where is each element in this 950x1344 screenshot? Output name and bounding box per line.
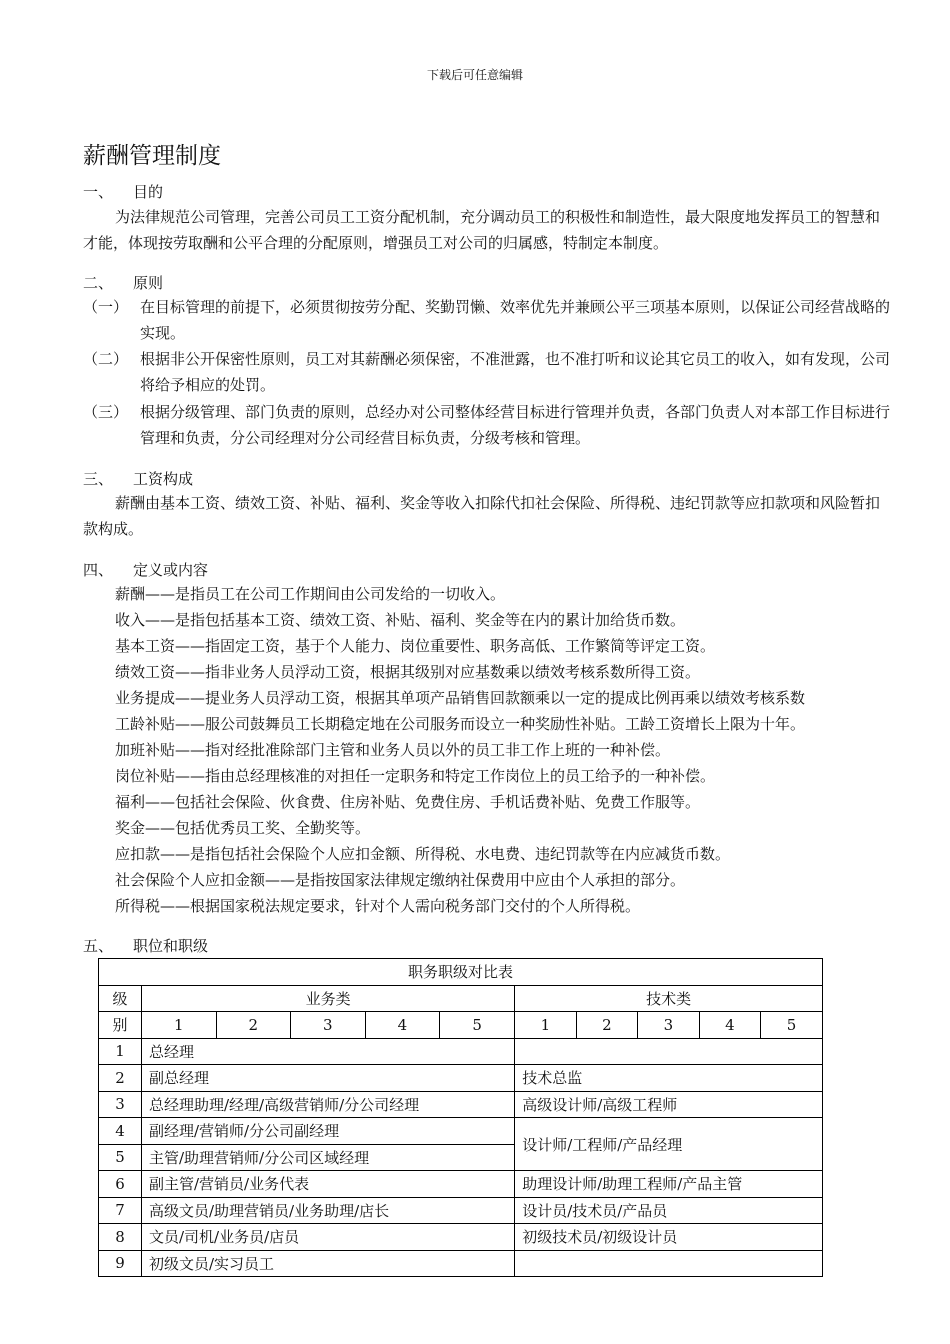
definition-line: 应扣款——是指包括社会保险个人应扣金额、所得税、水电费、违纪罚款等在内应减货币数。 xyxy=(115,845,731,863)
level-cell: 6 xyxy=(99,1171,142,1198)
sub-column-header: 2 xyxy=(576,1012,637,1039)
definition-line: 奖金——包括优秀员工奖、全勤奖等。 xyxy=(115,819,371,837)
tech-title-cell: 技术总监 xyxy=(515,1065,823,1092)
table-row xyxy=(99,1091,823,1118)
sub-column-header: 2 xyxy=(216,1012,291,1039)
level-cell: 3 xyxy=(99,1091,142,1118)
section-number: 五、 xyxy=(83,937,114,955)
definition-line: 所得税——根据国家税法规定要求，针对个人需向税务部门交付的个人所得税。 xyxy=(115,897,641,915)
grade-comparison-table xyxy=(98,958,823,1277)
item-text: 根据非公开保密性原则，员工对其薪酬必须保密，不准泄露，也不准打听和议论其它员工的收入，如有发现，公司将给予相应的处罚。 xyxy=(140,350,891,394)
table-subheader-row xyxy=(99,1012,823,1039)
table-row xyxy=(99,1250,823,1277)
level-header-top: 级 xyxy=(99,985,142,1012)
item-marker: （一） xyxy=(83,298,129,316)
definition-line: 收入——是指包括基本工资、绩效工资、补贴、福利、奖金等在内的累计加给货币数。 xyxy=(115,611,686,629)
section-number: 三、 xyxy=(83,470,114,488)
business-title-cell: 副主管/营销员/业务代表 xyxy=(142,1171,515,1198)
tech-group-header: 技术类 xyxy=(515,985,823,1012)
table-row xyxy=(99,1118,823,1145)
definition-line: 薪酬——是指员工在公司工作期间由公司发给的一切收入。 xyxy=(115,585,506,603)
item-marker: （二） xyxy=(83,350,129,368)
document-title: 薪酬管理制度 xyxy=(83,143,221,169)
section-number: 四、 xyxy=(83,561,114,579)
definition-line: 社会保险个人应扣金额——是指按国家法律规定缴纳社保费用中应由个人承担的部分。 xyxy=(115,871,686,889)
business-title-cell: 总经理助理/经理/高级营销师/分公司经理 xyxy=(142,1091,515,1118)
section-heading-purpose xyxy=(83,181,163,202)
tech-title-cell xyxy=(515,1038,823,1065)
section-title: 目的 xyxy=(133,183,164,201)
page-header: 下载后可任意编辑 xyxy=(426,68,523,82)
level-header-bottom: 别 xyxy=(99,1012,142,1039)
sub-column-header: 4 xyxy=(365,1012,440,1039)
tech-title-cell: 设计师/工程师/产品经理 xyxy=(515,1118,823,1171)
definition-line: 岗位补贴——指由总经理核准的对担任一定职务和特定工作岗位上的员工给予的一种补偿。 xyxy=(115,767,716,785)
table-row xyxy=(99,1224,823,1251)
paragraph-text: 薪酬由基本工资、绩效工资、补贴、福利、奖金等收入扣除代扣社会保险、所得税、违纪罚款等应扣款项和风险暂扣款构成。 xyxy=(83,494,881,538)
sub-column-header: 5 xyxy=(761,1012,823,1039)
business-group-header: 业务类 xyxy=(142,985,515,1012)
tech-title-cell: 设计员/技术员/产品员 xyxy=(515,1197,823,1224)
section-paragraph xyxy=(83,204,888,256)
table-row xyxy=(99,1038,823,1065)
business-title-cell: 初级文员/实习员工 xyxy=(142,1250,515,1277)
table-caption-row xyxy=(99,959,823,986)
business-title-cell: 主管/助理营销师/分公司区域经理 xyxy=(142,1144,515,1171)
definition-line: 加班补贴——指对经批准除部门主管和业务人员以外的员工非工作上班的一种补偿。 xyxy=(115,741,671,759)
level-cell: 1 xyxy=(99,1038,142,1065)
sub-column-header: 1 xyxy=(515,1012,576,1039)
item-text: 在目标管理的前提下，必须贯彻按劳分配、奖勤罚懒、效率优先并兼顾公平三项基本原则，以保证公司经营战略的实现。 xyxy=(140,298,891,342)
list-item xyxy=(83,346,893,398)
tech-title-cell: 高级设计师/高级工程师 xyxy=(515,1091,823,1118)
sub-column-header: 4 xyxy=(699,1012,760,1039)
business-title-cell: 高级文员/助理营销员/业务助理/店长 xyxy=(142,1197,515,1224)
definition-line: 福利——包括社会保险、伙食费、住房补贴、免费住房、手机话费补贴、免费工作服等。 xyxy=(115,793,701,811)
table-row xyxy=(99,1065,823,1092)
level-cell: 9 xyxy=(99,1250,142,1277)
list-item xyxy=(83,399,893,451)
business-title-cell: 文员/司机/业务员/店员 xyxy=(142,1224,515,1251)
sub-column-header: 3 xyxy=(291,1012,366,1039)
section-paragraph xyxy=(83,490,888,542)
item-text: 根据分级管理、部门负责的原则，总经办对公司整体经营目标进行管理并负责，各部门负责人对本部工作目标进行管理和负责，分公司经理对分公司经营目标负责，分级考核和管理。 xyxy=(140,403,891,447)
section-heading-definitions xyxy=(83,559,208,580)
item-marker: （三） xyxy=(83,403,129,421)
table-header-row xyxy=(99,985,823,1012)
sub-column-header: 1 xyxy=(142,1012,217,1039)
section-number: 二、 xyxy=(83,274,114,292)
list-item xyxy=(83,294,893,346)
definition-line: 绩效工资——指非业务人员浮动工资，根据其级别对应基数乘以绩效考核系数所得工资。 xyxy=(115,663,701,681)
section-title: 工资构成 xyxy=(133,470,194,488)
business-title-cell: 副经理/营销师/分公司副经理 xyxy=(142,1118,515,1145)
table-row xyxy=(99,1171,823,1198)
sub-column-header: 3 xyxy=(638,1012,699,1039)
section-heading-positions xyxy=(83,935,208,956)
section-title: 原则 xyxy=(133,274,164,292)
definition-line: 业务提成——提业务人员浮动工资，根据其单项产品销售回款额乘以一定的提成比例再乘以绩效考核系数 xyxy=(115,689,806,707)
section-number: 一、 xyxy=(83,183,114,201)
section-heading-principles xyxy=(83,272,163,293)
tech-title-cell xyxy=(515,1250,823,1277)
definition-line: 工龄补贴——服公司鼓舞员工长期稳定地在公司服务而设立一种奖励性补贴。工龄工资增长上限为十年。 xyxy=(115,715,806,733)
table-row xyxy=(99,1197,823,1224)
section-title: 定义或内容 xyxy=(133,561,209,579)
section-title: 职位和职级 xyxy=(133,937,209,955)
level-cell: 4 xyxy=(99,1118,142,1145)
sub-column-header: 5 xyxy=(440,1012,515,1039)
level-cell: 5 xyxy=(99,1144,142,1171)
paragraph-text: 为法律规范公司管理，完善公司员工工资分配机制，充分调动员工的积极性和制造性，最大限度地发挥员工的智慧和才能，体现按劳取酬和公平合理的分配原则，增强员工对公司的归属感，特制定本制度。 xyxy=(83,208,881,252)
table-caption: 职务职级对比表 xyxy=(99,959,823,986)
level-cell: 8 xyxy=(99,1224,142,1251)
tech-title-cell: 助理设计师/助理工程师/产品主管 xyxy=(515,1171,823,1198)
level-cell: 2 xyxy=(99,1065,142,1092)
tech-title-cell: 初级技术员/初级设计员 xyxy=(515,1224,823,1251)
level-cell: 7 xyxy=(99,1197,142,1224)
section-heading-salary-structure xyxy=(83,468,193,489)
business-title-cell: 副总经理 xyxy=(142,1065,515,1092)
definition-line: 基本工资——指固定工资，基于个人能力、岗位重要性、职务高低、工作繁简等评定工资。 xyxy=(115,637,716,655)
business-title-cell: 总经理 xyxy=(142,1038,515,1065)
